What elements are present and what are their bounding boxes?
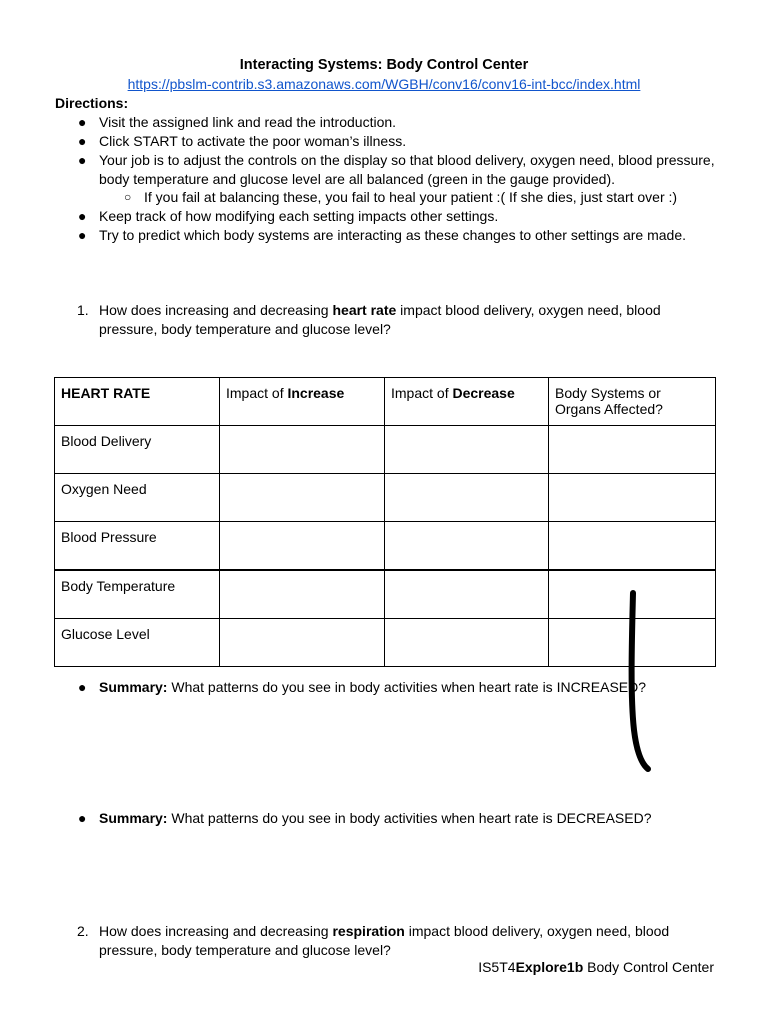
table-cell[interactable] [385, 570, 549, 619]
footer: IS5T4Explore1b Body Control Center [478, 959, 714, 975]
table-row [55, 474, 716, 522]
table-cell[interactable] [220, 426, 385, 474]
header-increase: Impact of Increase [220, 378, 385, 426]
table-header-row [55, 378, 716, 426]
header-decrease: Impact of Decrease [385, 378, 549, 426]
table-cell[interactable] [549, 426, 716, 474]
row-label: Glucose Level [55, 619, 220, 667]
header-heart-rate: HEART RATE [55, 378, 220, 426]
summary-increased: ● Summary: What patterns do you see in body activities when heart rate is INCREASED? [78, 679, 647, 695]
table-cell[interactable] [385, 426, 549, 474]
table-cell[interactable] [549, 522, 716, 571]
table-cell[interactable] [220, 570, 385, 619]
bullet-icon: ● [78, 679, 87, 695]
document-title: Interacting Systems: Body Control Center [239, 57, 529, 73]
header-body-systems: Body Systems or Organs Affected? [549, 378, 716, 426]
direction-sub-item: ○ If you fail at balancing these, you fail to heal your patient :( If she dies, just start over :) [124, 189, 678, 205]
table-row [55, 619, 716, 667]
directions-heading: Directions: [55, 95, 129, 111]
row-label: Blood Pressure [55, 522, 220, 571]
table-cell[interactable] [220, 522, 385, 571]
row-label: Body Temperature [55, 570, 220, 619]
table-row [55, 426, 716, 474]
table-row [55, 522, 716, 571]
bullet-icon: ● [78, 133, 87, 149]
row-label: Blood Delivery [55, 426, 220, 474]
table-cell[interactable] [385, 474, 549, 522]
table-cell[interactable] [220, 474, 385, 522]
table-row [55, 570, 716, 619]
question-2: 2. How does increasing and decreasing respiration impact blood delivery, oxygen need, blood pressure, body temperature and glucose level? [77, 923, 670, 958]
direction-item: ● Try to predict which body systems are interacting as these changes to other settings are made. [78, 227, 686, 243]
direction-item: ● Visit the assigned link and read the introduction. [78, 114, 397, 130]
pen-stroke-mark [620, 585, 670, 780]
activity-link[interactable]: https://pbslm-contrib.s3.amazonaws.com/WGBH/conv16/conv16-int-bcc/index.html [127, 76, 641, 92]
table-cell[interactable] [549, 474, 716, 522]
row-label: Oxygen Need [55, 474, 220, 522]
bullet-icon: ● [78, 152, 87, 168]
question-1: 1. How does increasing and decreasing heart rate impact blood delivery, oxygen need, blood pressure, body temperature and glucose level? [77, 302, 661, 337]
circle-bullet-icon: ○ [124, 190, 132, 204]
heart-rate-table [54, 377, 716, 667]
summary-decreased: ● Summary: What patterns do you see in body activities when heart rate is DECREASED? [78, 810, 652, 826]
bullet-icon: ● [78, 114, 87, 130]
direction-item: ● Keep track of how modifying each setting impacts other settings. [78, 208, 499, 224]
bullet-icon: ● [78, 208, 87, 224]
bullet-icon: ● [78, 227, 87, 243]
direction-item: ● Click START to activate the poor woman’s illness. [78, 133, 407, 149]
bullet-icon: ● [78, 810, 87, 826]
table-cell[interactable] [220, 619, 385, 667]
table-cell[interactable] [385, 522, 549, 571]
table-cell[interactable] [385, 619, 549, 667]
direction-item: ● Your job is to adjust the controls on the display so that blood delivery, oxygen need, blood pressure, body temperature and glucose level are all balanced (green in the gauge provided). [78, 152, 715, 187]
